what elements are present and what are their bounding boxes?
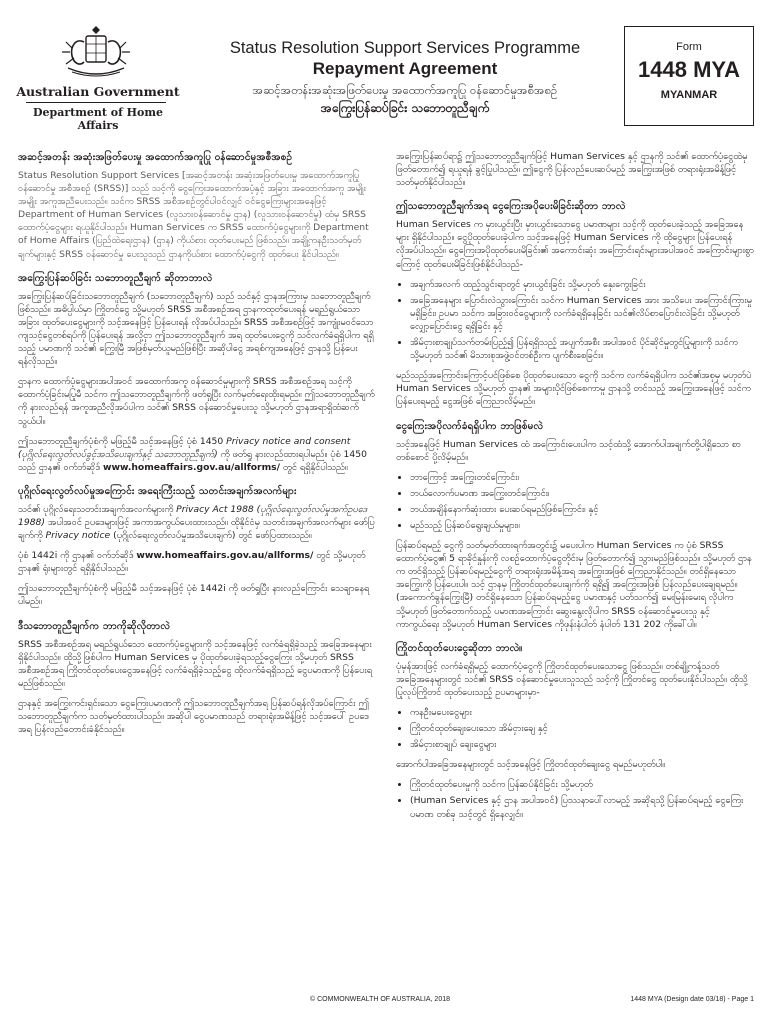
section-overpayment (396, 199, 754, 408)
section-heading: ကြိုတင်ထုတ်ပေးငွေဆိုတာ ဘာလဲ။ (396, 642, 523, 654)
form-number: 1448 MYA (638, 57, 740, 82)
section-heading: အကြွေးပြန်ဆပ်ခြင်း သဘောတူညီချက် ဆိုတာဘာလဲ (18, 272, 213, 284)
section-heading: ပုဂ္ဂိုလ်ရေးလွတ်လပ်မှုအကြောင်း အရေးကြီးသည့် သတင်းအချက်အလက်များ (18, 485, 297, 497)
list-item: • အချက်အလက် ထည့်သွင်းရာတွင် မှားယွင်းခြင်း သို့မဟုတ် နှေးကွေးခြင်း (410, 278, 754, 291)
list-item: • ကြိုတင်ထုတ်ပေးမှုကို သင်က ပြန်ဆပ်နိုင်ခြင်း သို့မဟုတ် (410, 778, 754, 791)
right-column (396, 150, 754, 831)
section-advance (396, 641, 754, 821)
list-item: • မည်သည့် ပြန်ဆပ်ရွေးချယ်မှုများ။ (410, 519, 754, 532)
paragraph: ဤသဘောတူညီချက်ပုံစံကို မဖြည့်မီ သင့်အနေဖြင့် ပုံစံ 1450 Privacy notice and consent (ပုဂ္ဂိုလ်ရေးလွတ်လပ်ခွင့်အသိပေးချက်နှင့် သဘောတူညီချက်) ကို ဖတ်ရှု နားလည်ထားရပါမည်။ ပုံစံ 1450 သည် ဌာန၏ ဝက်ဘ်ဆိုဒ် www.homeaffairs.gov.au/allforms/ တွင် ရရှိနိုင်ပါသည်။ (18, 435, 367, 473)
paragraph: Human Services က မှားယွင်းပြီး မှားယွင်းသောငွေ ပမာဏများ သင့်ကို ထုတ်ပေးခဲ့သည့် အခြေအနေများ ရှိနိုင်ပါသည်။ ငွေပိုထုတ်ပေးခဲ့ပါက သင့်အနေဖြင့် Human Services ကို ထိုငွေများ ပြန်ပေးရန် လိုအပ်ပါသည်။ ငွေကြေးအပိုထုတ်ပေးမိခြင်း၏ အကောင်းဆုံး အကြောင်းရင်းများအပါအဝင် အကြောင်းများစွာကြောင့် ထုတ်ပေးမိခြင်းဖြစ်နိုင်ပါသည်- (396, 219, 754, 270)
allforms-link[interactable]: www.homeaffairs.gov.au/allforms/ (103, 461, 280, 473)
paragraph: ဤသဘောတူညီချက်ပုံစံကို မဖြည့်မီ သင့်အနေဖြင့် ပုံစံ 1442i ကို ဖတ်ရှုပြီး နားလည်ကြောင်း သေချာနေရပါမည်။ (18, 583, 370, 608)
list-item: • ဘယ်လောက်ပမာဏ အကြွေးတင်ကြောင်း၊ (410, 487, 754, 500)
bullet-list (396, 471, 754, 532)
section-repayment-agreement (18, 271, 376, 474)
section-privacy (18, 484, 376, 609)
form-label: Form (676, 41, 702, 53)
paragraph: SRSS အစီအစဉ်အရ မရည်ရွယ်သော ထောက်ပံ့ငွေများကို သင့်အနေဖြင့် လက်ခံရရှိခဲ့သည့် အခြေအနေများ ရှိနိုင်ပါသည်။ ထိုသို့ဖြစ်ပါက Human Services မှ ပိုထုတ်ပေးခဲ့ရသည့်ငွေကြေး သို့မဟုတ် SRSS အစီအစဉ်အရ ကြိုတင်ထုတ်ပေးငွေအနေဖြင့် လက်ခံရရှိခဲ့သည့်ငွေ ထိုလက်ခံရရှိသည့် ငွေပမာဏကို ပြန်ပေးရမည်ဖြစ်သည်။ (18, 638, 373, 689)
list-item: • အခြေအနေများ ပြောင်းလဲသွားကြောင်း သင်က Human Services အား အသိပေး အကြောင်းကြားမှု မရှိခြင်း၊ ဥပမာ သင်က အခြားဝင်ငွေများကို လက်ခံရရှိနေခြင်း သင်၏လိပ်စာပြောင်းလဲခြင်း သို့မဟုတ် လျှော့ပြောင်းငွေ ရရှိခြင်း နှင့် (410, 294, 754, 333)
left-column (18, 150, 376, 746)
programme-title-myanmar: အဆင့်အတန်းအဆုံးအဖြတ်ပေးမှု အထောက်အကူပြု ဝန်ဆောင်မှုအစီအစဉ် (252, 83, 558, 97)
allforms-link[interactable]: www.homeaffairs.gov.au/allforms/ (136, 550, 314, 562)
list-item: • ဘယ်အချိန်နောက်ဆုံးထား ပေးဆပ်ရမည်ဖြစ်ကြောင်း၊ နှင့် (410, 503, 754, 516)
form-language: MYANMAR (660, 89, 718, 101)
government-name: Australian Government (16, 84, 180, 99)
paragraph: ဌာနက ထောက်ပံ့ငွေများအပါအဝင် အထောက်အကူ ဝန်ဆောင်မှုများကို SRSS အစီအစဉ်အရ သင့်ကို ထောက်ပံ့ခြင်းမပြုမီ သင်က ဤသဘောတူညီချက်ကို ဖတ်ရှုပြီး လက်မှတ်ရေးထိုးရမည်။ ဤသဘောတူညီချက်ကို နားလည်ရန် အကူအညီလိုအပ်ပါက သင်၏ SRSS ဝန်ဆောင်မှုပေးသူ သို့မဟုတ် ဌာနအရာရှိထံဆက်သွယ်ပါ။ (18, 376, 375, 427)
section-heading: အဆင့်အတန်း အဆုံးအဖြတ်ပေးမှု အထောက်အကူပြု ဝန်ဆောင်မှုအစီအစဉ် (18, 152, 293, 163)
bullet-list (396, 778, 754, 820)
copyright: © COMMONWEALTH OF AUSTRALIA, 2018 (310, 996, 450, 1003)
paragraph: ပြန်ဆပ်ရမည့် ငွေကို သတ်မှတ်ထားရက်အတွင်း၌ မပေးပါက Human Services က ပုံစံ SRSS ထောက်ပံ့ငွေ၏ 5 ရာခိုင်နှုန်းကို လစဉ်ထောက်ပံ့ငွေတိုင်းမှ ဖြတ်တောက်၍ သွားမည်ဖြစ်သည်။ သို့မဟုတ် ဌာနက တင်ရှိသည့် ပြန်ဆပ်ရမည့်ငွေကို တရားရုံးအမိန့်အရ အကြွေးအဖြစ် ကြေညာနိုင်သည်။ တင်ရှိနေသော အကြွေးကို ပြန်ပေးပါ။ သင့် ဌာနမှ ကြိုတင်ထုတ်ပေးချက်ကို ရရှိ၍ အကြွေးအဖြစ် ပြန်လည်ပေးချေရမည်။ (အကောက်ခွန်ကြွေးမြီ) တင်ရှိနေသော ပြန်ဆပ်ရမည့်ငွေ ပမာဏနှင့် ပတ်သက်၍ မေးမြန်းမေးရ လိုပါက သို့မဟုတ် ဖြတ်တောက်သည့် ပမာဏအကြောင်း ဆွေးနွေးလိုပါက SRSS ဝန်ဆောင်မှုပေးသူ နှင့် ကာကွယ်ရေး သို့မဟုတ် Human Services ကိုဖုန်းနံပါတ် နံပါတ် 131 202 ကိုခေါ်ပါ။ (396, 540, 752, 630)
paragraph: သင့်အနေဖြင့် Human Services ထံ အကြောင်းပေးပါက သင့်ထံသို့ အောက်ပါအချက်တို့ပါရှိသော စာတစ်စောင် ပို့လိမ့်မည်။ (396, 438, 741, 463)
programme-title: Status Resolution Support Services Programme (229, 39, 581, 57)
paragraph: အကြွေးပြန်ဆပ်ခြင်းသဘောတူညီချက် (သဘောတူညီချက်) သည် သင်နှင့် ဌာနအကြားမှ သဘောတူညီချက်ဖြစ်သည်။ အဓိပ္ပါယ်မှာ ကြိုတင်ငွေ သို့မဟုတ် SRSS အစီအစဉ်အရ ဌာနကထုတ်ပေးရန် မရည်ရွယ်သော အခြား ထုတ်ပေးငွေများကို သင့်အနေဖြင့် ပြန်ပေးရန် လိုအပ်ပါသည်။ SRSS အစီအစဉ်ဖြင့် အကျုံးမဝင်သော ကျသင့်ငွေတစ်ရပ်ကို ပြန်ပေးရန် အလို့ငှာ ဤသဘောတူညီချက် အရ ထုတ်ပေးငွေကို သင်လက်ခံရရှိပါက ရရှိသည့် ပမာဏကို သင်၏ ကြွေးမြီ အဖြစ်မှတ်ယူမည်ဖြစ်ပြီး အဆိုပါငွေ အရစ်ကျအနေဖြင့် ဌာနသို့ ပြန်ပေးရန်လိုသည်။ (18, 290, 374, 368)
list-item: • (Human Services နှင့် ဌာန အပါအဝင်) ပြဿနာပေါ်လာမည့် အဆိုရသို့ ပြန်ဆပ်ရမည့် ငွေကြေးပမာဏ တစ်ခု သင့်တွင် ရှိနေလျှင်။ (410, 794, 754, 820)
list-item: • ကြိုတင်ထုတ်ချေးပေးသော အိမ်ငှားချေ နှင့် (410, 722, 754, 735)
bullet-list (396, 278, 754, 363)
section-heading: ငွေကြေးအပိုလက်ခံရရှိပါက ဘာဖြစ်မလဲ (396, 420, 544, 432)
paragraph: မည်သည့်အကြောင်းကြောင့်ပင်ဖြစ်စေ ပိုထုတ်ပေးသော ငွေကို သင်က လက်ခံရရှိပါက သင်၏အစုမှ မဟုတ်ပဲ Human Services သို့မဟုတ် ဌာန၏ အများပိုင်ဖြစ်စေကာမူ ဌာနသို့ တင်သည့် အကြွေးအနေဖြင့် သင်က ပြန်ပေးရမည့် ငွေအဖြစ် ကြေညာလိမ့်မည်။ (396, 370, 752, 408)
page-number: 1448 MYA (Design date 03/18) - Page 1 (630, 996, 754, 1003)
list-item: • ကနဦးမပေးငွေများ (410, 706, 754, 719)
paragraph: အကြွေးပြန်ဆပ်ရာ၌ ဤသဘောတူညီချက်ဖြင့် Human Services နှင့် ဌာနကို သင်၏ ထောက်ပံ့ငွေထဲမှ ဖြတ်တောက်၍ ရယူရန် ခွင့်ပြုပါသည်။ ဤငွေကို ပြန်လည်ပေးဆပ်မည့် အကြွေးအဖြစ် တရားရုံးအမိန့်ဖြင့် သတ်မှတ်နိုင်ပါသည်။ (396, 151, 748, 189)
section-heading: ဒီသဘောတူညီချက်က ဘာကိုဆိုလိုတာလဲ (18, 620, 170, 632)
section-intro-continued (396, 150, 754, 189)
divider (26, 102, 166, 103)
paragraph: အောက်ပါအခြေအနေများတွင် သင့်အနေဖြင့် ကြိုတင်ထုတ်ချေးငွေ ရမည်မဟုတ်ပါ။ (396, 759, 666, 771)
list-item: • အိမ်ငှားစာချုပ် ချေးငွေများ (410, 738, 754, 751)
title-block (192, 38, 618, 117)
agreement-title-myanmar: အကြွေးပြန်ဆပ်ခြင်း သဘောတူညီချက် (320, 101, 490, 115)
paragraph: ပုံစံ 1442i ကို ဌာန၏ ဝက်ဘ်ဆိုဒ် www.homeaffairs.gov.au/allforms/ တွင် သို့မဟုတ် ဌာန၏ ရုံးများတွင် ရရှိနိုင်ပါသည်။ (18, 550, 366, 575)
department-name: Department of Home Affairs (32, 106, 164, 132)
list-item: • အိမ်ငှားစာချုပ်သက်တမ်းပြည့်၍ ပြန်ရရှိသည့် အပျက်အစီး အပါအဝင် ပိုင်ဆိုင်မှုတွင်ပြုများကို သင်က သို့မဟုတ် သင်၏ မိသားစုအဖွဲ့ဝင်တစ်ဦးက ပျက်စီးစေခြင်း။ (410, 336, 754, 362)
section-meaning (18, 619, 376, 737)
paragraph: Status Resolution Support Services [အဆင့်အတန်း အဆုံးအဖြတ်ပေးမှု အထောက်အကူပြုဝန်ဆောင်မှု အစီအစဉ် (SRSS)] သည် သင့်ကို ငွေကြေးအထောက်အပံ့နှင့် အခြား အထောက်အကူ အမျိုးအမျိုး အကူအညီပေးသည်။ သင်က SRSS အစီအစဉ်တွင်ပါဝင်လျှင် ဝင်ငွေကြေးများအနေဖြင့် Department of Human Services (လူသားဝန်ဆောင်မှု ဌာန) (လူသားဝန်ဆောင်မှု) ထံမှ SRSS ထောက်ပံ့ငွေများ ရယူနိုင်ပါသည်။ Human Services က SRSS ထောက်ပံ့ငွေများကို Department of Home Affairs (ပြည်ထဲရေးဌာန) (ဌာန) ကိုယ်စား ထုတ်ပေးမည် ဖြစ်သည်။ အချို့ကနဦးသတ်မှတ်ချက်များနှင့် SRSS ဝန်ဆောင်မှု ပေးသူသည် ဌာနကိုယ်စား ထောက်ပံ့ငွေကို ထုတ်ပေး နိုင်ပါသည်။ (18, 170, 369, 260)
paragraph: ဌာနနှင့် အကြွေးကင်းရှင်းသော ငွေကြေးပမာဏကို ဤသဘောတူညီချက်အရ ပြန်ဆပ်ရန်လိုအပ်ကြောင်း ဤသဘောတူညီချက်က သတ်မှတ်ထားပါသည်။ အဆိုပါ ငွေပမာဏသည် တရားရုံးအမိန့်ဖြင့် သင့်အပေါ် ဥပဒေအရ ပြန်လည်တောင်းခံနိုင်သည်။ (18, 697, 369, 736)
section-after-overpayment (396, 419, 754, 631)
section-srss (18, 150, 376, 261)
bullet-list (396, 706, 754, 751)
agreement-title: Repayment Agreement (312, 59, 498, 78)
paragraph: ပုံမှန်အားဖြင့် လက်ခံရရှိမည့် ထောက်ပံ့ငွေကို ကြိုတင်ထုတ်ပေးသောငွေ ဖြစ်သည်။ တစ်ချို့ကန့်သတ် အခြေအနေများတွင် သင်၏ SRSS ဝန်ဆောင်မှုပေးသူသည် သင့်ကို ကြိုတင်ငွေ ထုတ်ပေးနိုင်ပါသည်။ ထိုသို့ပြုလုပ်ကြိုတင် ထုတ်ပေးသည့် ဥပမာများမှာ- (396, 660, 748, 698)
commonwealth-coat-of-arms-icon (58, 22, 134, 82)
paragraph: သင်၏ ပုဂ္ဂိုလ်ရေးသတင်းအချက်အလက်များကို Privacy Act 1988 (ပုဂ္ဂိုလ်ရေးလွတ်လပ်မှုအက်ဥပဒေ 1988) အပါအဝင် ဥပဒေများဖြင့် အကာအကွယ်ပေးထားသည်။ ထိုနိုင်ငံမှ သတင်းအချက်အလက်များ ဖော်ပြချက်ကို Privacy notice (ပုဂ္ဂိုလ်ရေးလွတ်လပ်မှုအသိပေးချက်) တွင် ဖော်ပြထားသည်။ (18, 503, 375, 542)
list-item: • ဘာကြောင့် အကြွေးတင်ကြောင်း၊ (410, 471, 754, 484)
section-heading: ဤသဘောတူညီချက်အရ ငွေကြေးအပိုပေးမိခြင်းဆိုတာ ဘာလဲ (396, 201, 626, 213)
form-number-box (624, 26, 754, 126)
